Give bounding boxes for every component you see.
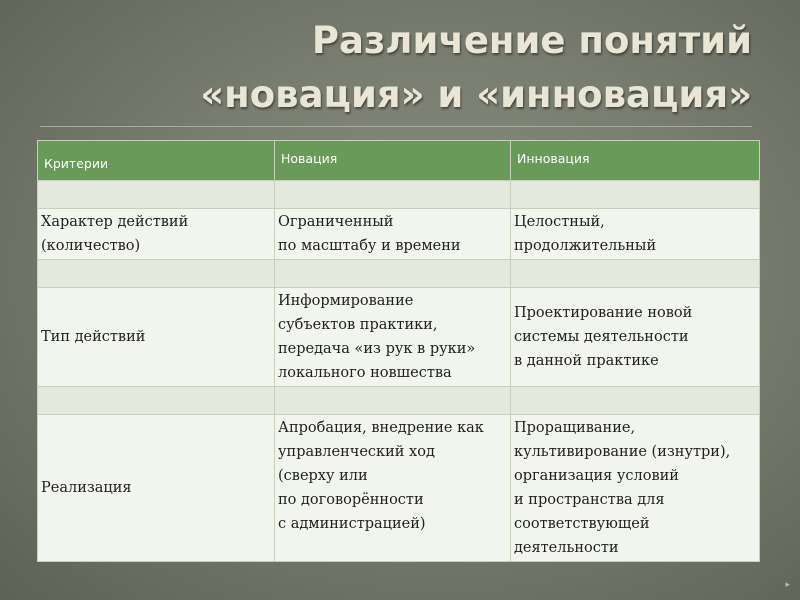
spacer-cell bbox=[38, 387, 275, 415]
cell-line: субъектов практики, bbox=[278, 317, 438, 333]
spacer-cell bbox=[275, 260, 511, 288]
table-spacer-row bbox=[38, 181, 760, 209]
cell-line: системы деятельности bbox=[514, 329, 689, 345]
cell-line: Проектирование новой bbox=[514, 305, 693, 321]
spacer-cell bbox=[511, 260, 760, 288]
cell-line: и пространства для bbox=[514, 492, 665, 508]
innovation-cell bbox=[511, 288, 760, 387]
table-spacer-row bbox=[38, 260, 760, 288]
cell-line: по масштабу и времени bbox=[278, 238, 461, 254]
innovation-cell bbox=[511, 209, 760, 260]
spacer-cell bbox=[511, 181, 760, 209]
novation-cell bbox=[275, 288, 511, 387]
cell-line: соответствующей bbox=[514, 516, 650, 532]
criterion-cell bbox=[38, 209, 275, 260]
header-innovation: Инновация bbox=[511, 141, 760, 181]
cell-line: в данной практике bbox=[514, 353, 659, 369]
cell-line: Реализация bbox=[41, 480, 132, 496]
slide-title bbox=[32, 14, 752, 122]
cell-line: Информирование bbox=[278, 293, 414, 309]
criterion-cell bbox=[38, 288, 275, 387]
cell-line: Целостный, bbox=[514, 214, 605, 230]
cell-line: Тип действий bbox=[41, 329, 146, 345]
novation-cell bbox=[275, 209, 511, 260]
table-row-character bbox=[38, 209, 760, 260]
header-novation: Новация bbox=[275, 141, 511, 181]
cell-line: передача «из рук в руки» bbox=[278, 341, 476, 357]
cell-line: Проращивание, bbox=[514, 420, 636, 436]
spacer-cell bbox=[511, 387, 760, 415]
slide-corner-arrow-icon: ▸ bbox=[785, 580, 790, 590]
cell-line: Характер действий bbox=[41, 214, 189, 230]
table-row-type bbox=[38, 288, 760, 387]
cell-line: локального новшества bbox=[278, 365, 452, 381]
spacer-cell bbox=[38, 181, 275, 209]
table-header-row bbox=[38, 141, 760, 181]
table-row-realization bbox=[38, 415, 760, 562]
cell-line: продолжительный bbox=[514, 238, 657, 254]
title-divider bbox=[40, 126, 752, 127]
cell-line: организация условий bbox=[514, 468, 679, 484]
cell-line: (количество) bbox=[41, 238, 141, 254]
spacer-cell bbox=[38, 260, 275, 288]
cell-line: (сверху или bbox=[278, 468, 368, 484]
novation-cell bbox=[275, 415, 511, 562]
slide-title-line-1: Различение понятий bbox=[311, 19, 752, 62]
cell-line: управленческий ход bbox=[278, 444, 435, 460]
cell-line: деятельности bbox=[514, 540, 619, 556]
cell-line: с администрацией) bbox=[278, 516, 426, 532]
header-criteria: Критерии bbox=[38, 141, 275, 181]
cell-line: культивирование (изнутри), bbox=[514, 444, 731, 460]
criterion-cell bbox=[38, 415, 275, 562]
spacer-cell bbox=[275, 387, 511, 415]
comparison-table bbox=[37, 140, 760, 562]
table-spacer-row bbox=[38, 387, 760, 415]
cell-line: Ограниченный bbox=[278, 214, 394, 230]
cell-line: Апробация, внедрение как bbox=[278, 420, 484, 436]
innovation-cell bbox=[511, 415, 760, 562]
slide-title-line-2: «новация» и «инновация» bbox=[200, 73, 752, 116]
cell-line: по договорённости bbox=[278, 492, 424, 508]
spacer-cell bbox=[275, 181, 511, 209]
